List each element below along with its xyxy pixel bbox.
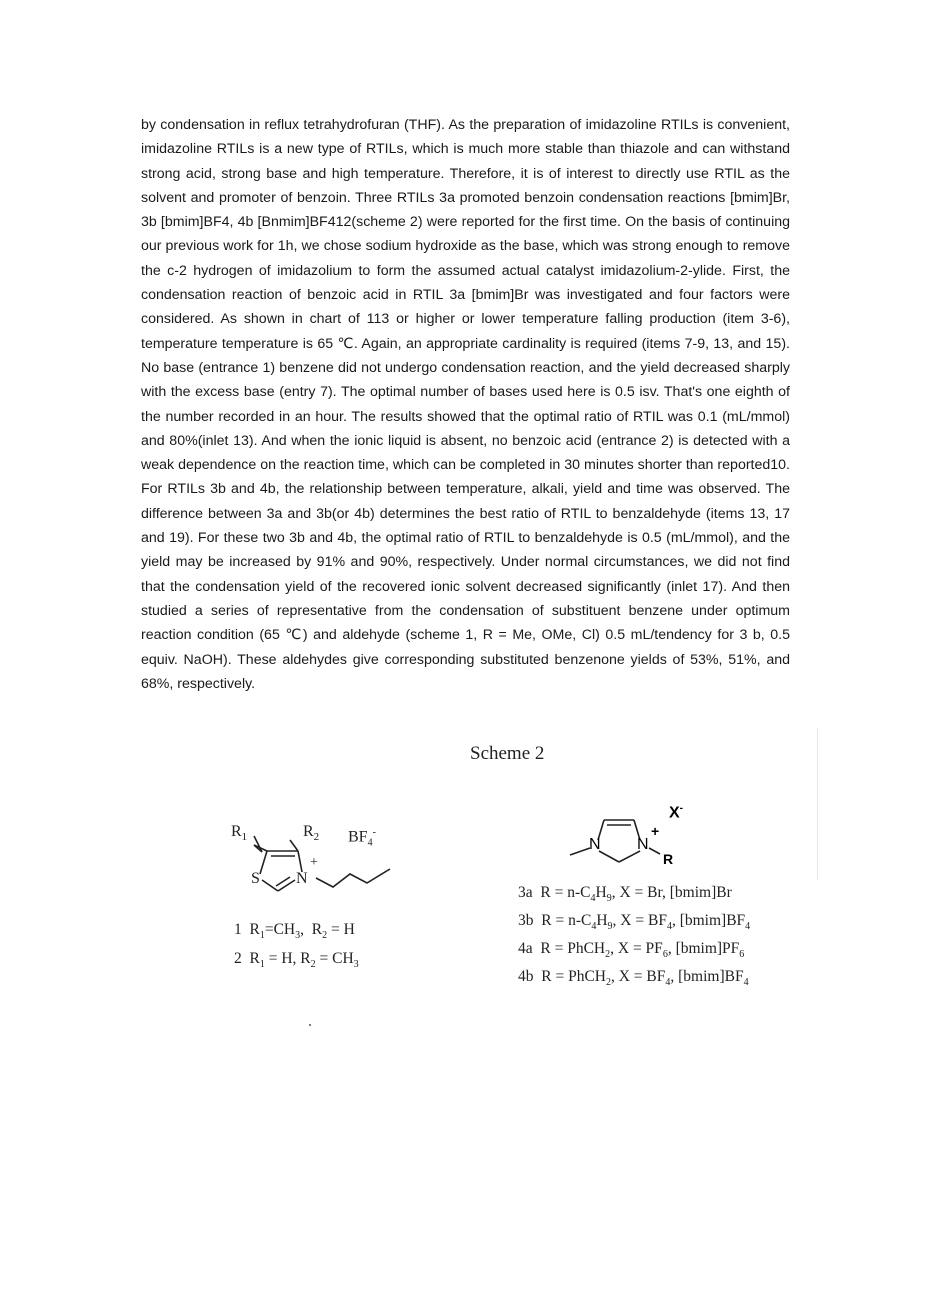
- thiazolium-caption-2: 2 $R_1 = H$, $R_2 = CH_3$: [234, 950, 359, 971]
- ionic-liquid-entry: 4b R = PhCH$_2$, $X = BF_4$, $[bmim]BF_4$: [518, 968, 749, 989]
- thiazolium-ring-drawing: [240, 836, 400, 896]
- positive-charge-label: +: [310, 855, 318, 870]
- left-nitrogen-label: N: [589, 836, 601, 853]
- nitrogen-atom-label: N: [296, 870, 308, 887]
- tetrafluoroborate-anion-label: $BF_4^-$: [348, 827, 376, 849]
- r2-label: $R_2$: [303, 823, 320, 844]
- scan-edge-line: [817, 728, 818, 880]
- imidazolium-ring-drawing: [568, 812, 678, 867]
- ionic-liquid-entry: 3a $R = n-C_4H_9$, X = Br, [bmim]Br: [518, 884, 732, 905]
- stray-dot: [309, 1024, 311, 1026]
- thiazolium-caption-1: 1 $R_1=CH_3$, $R_2 = H$: [234, 921, 355, 942]
- ionic-liquid-entry: 3b $R = n-C_4H_9$, $X = BF_4$, $[bmim]BF_4$: [518, 912, 751, 933]
- positive-charge-label: +: [651, 823, 660, 839]
- r-substituent-label: R: [663, 851, 674, 867]
- body-paragraph: by condensation in reflux tetrahydrofuran (THF). As the preparation of imidazoline RTILs is convenient, imidazoline RTILs is a new type of RTILs, which is much more stable than thiazole and can withstand strong acid, strong base and high temperature. Therefore, it is of interest to directly use RTIL as the solvent and promoter of benzoin. Three RTILs 3a promoted benzoin condensation reactions [bmim]Br, 3b [bmim]BF4, 4b [Bnmim]BF412(scheme 2) were reported for the first time. On the basis of continuing our previous work for 1h, we chose sodium hydroxide as the base, which was strong enough to remove the c-2 hydrogen of imidazolium to form the assumed actual catalyst imidazolium-2-ylide. First, the condensation reaction of benzoic acid in RTIL 3a [bmim]Br was investigated and four factors were considered. As shown in chart of 113 or higher or lower temperature falling production (item 3-6), temperature temperature is 65 ℃. Again, an appropriate cardinality is required (items 7-9, 13, and 15). No base (entrance 1) benzene did not undergo condensation reaction, and the yield decreased sharply with the excess base (entry 7). The optimal number of bases used here is 0.5 isv. That's one eighth of the number recorded in an hour. The results showed that the optimal ratio of RTIL was 0.1 (mL/mmol) and 80%(inlet 13). And when the ionic liquid is absent, no benzoic acid (entrance 2) is detected with a weak dependence on the reaction time, which can be completed in 30 minutes shorter than reported10. For RTILs 3b and 4b, the relationship between temperature, alkali, yield and time was observed. The difference between 3a and 3b(or 4b) determines the best ratio of RTIL to benzaldehyde (items 13, 17 and 19). For these two 3b and 4b, the optimal ratio of RTIL to benzaldehyde is 0.5 (mL/mmol), and the yield may be increased by 91% and 90%, respectively. Under normal circumstances, we did not find that the condensation yield of the recovered ionic solvent decreased significantly (inlet 17). And then studied a series of representative from the condensation of substituent benzene under optimum reaction condition (65 ℃) and aldehyde (scheme 1, R = Me, OMe, Cl) 0.5 mL/tendency for 3 b, 0.5 equiv. NaOH). These aldehydes give corresponding substituted benzenone yields of 53%, 51%, and 68%, respectively.: [141, 117, 790, 692]
- scheme-title: Scheme 2: [470, 743, 545, 764]
- anion-x-label: X-: [669, 803, 684, 822]
- sulfur-atom-label: S: [251, 870, 260, 887]
- right-nitrogen-label: N: [637, 836, 649, 853]
- ionic-liquid-entry: 4a R = PhCH$_2$, $X = PF_6$, $[bmim]PF_6$: [518, 940, 745, 961]
- r1-label: $R_1$: [231, 823, 248, 844]
